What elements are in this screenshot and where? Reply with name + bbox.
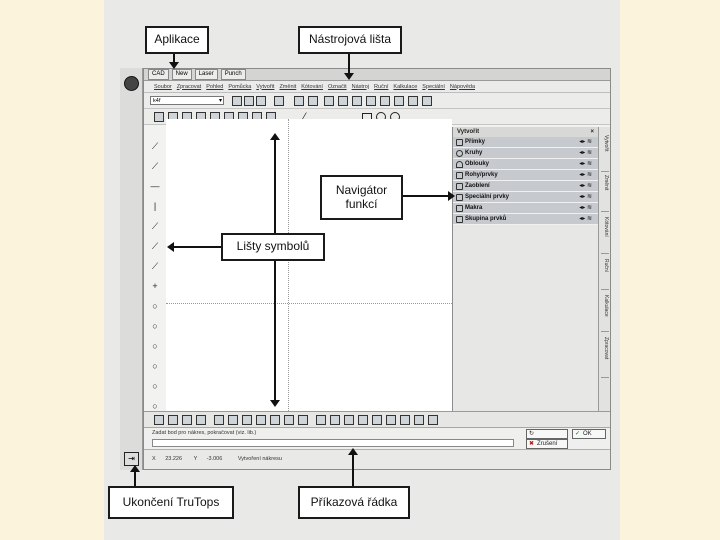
check-icon: ✓	[575, 431, 581, 437]
symbol-icon[interactable]	[386, 415, 396, 425]
symbol-line-icon[interactable]: ⟋	[151, 141, 159, 151]
menu-oznacit[interactable]: Označit	[327, 83, 347, 90]
navigator-item-primky[interactable]	[453, 137, 598, 148]
symbol-circle-icon[interactable]: ○	[152, 361, 158, 371]
symbol-line-icon[interactable]: ⟋	[151, 221, 159, 231]
callout-navigator: Navigátor funkcí	[320, 175, 403, 220]
navigator-item-specialni[interactable]	[453, 192, 598, 203]
symbol-circle-icon[interactable]: ○	[152, 401, 158, 411]
tab-laser[interactable]: Laser	[195, 69, 218, 80]
tool-icon[interactable]	[394, 96, 404, 106]
navigator-item-label: Speciální prvky	[465, 194, 510, 200]
symbol-line-icon[interactable]: +	[152, 281, 158, 291]
arrow-toolbar	[348, 54, 350, 74]
symbol-icon[interactable]	[196, 415, 206, 425]
symbol-circle-icon[interactable]: ○	[152, 301, 158, 311]
trutops-window	[143, 68, 611, 470]
ok-button[interactable]	[572, 429, 606, 439]
navigator-item-label: Zaoblení	[465, 183, 490, 189]
layer-dropdown[interactable]	[150, 96, 224, 105]
line-tool-icon[interactable]: ⁄	[304, 111, 306, 121]
tool-icon[interactable]	[232, 96, 242, 106]
arrowhead	[169, 62, 179, 69]
tool-icon[interactable]	[366, 96, 376, 106]
tool-icon[interactable]	[294, 96, 304, 106]
symbol-icon[interactable]	[400, 415, 410, 425]
tool-icon[interactable]	[422, 96, 432, 106]
command-prompt-text: Zadat bod pro nákres, pokračovat (viz. lib.)	[152, 430, 257, 436]
arcs-icon	[456, 161, 463, 168]
navigator-item-skupina[interactable]	[453, 214, 598, 225]
status-bar	[144, 449, 610, 469]
symbol-icon[interactable]	[284, 415, 294, 425]
status-y-value: -3.006	[206, 456, 223, 462]
redo-button[interactable]	[526, 429, 568, 439]
side-tab-vytvorit[interactable]: Vytvořit	[601, 135, 609, 172]
navigator-title-label: Vytvořit	[457, 129, 480, 135]
menu-pomucka[interactable]: Pomůcka	[228, 83, 252, 90]
cancel-label: Zrušení	[537, 441, 558, 447]
callout-listy-symbolu: Lišty symbolů	[221, 233, 325, 261]
item-controls-icon[interactable]: ◂▸ ≋	[579, 150, 592, 156]
menu-zmenit[interactable]: Změnit	[279, 83, 297, 90]
symbol-icon[interactable]	[344, 415, 354, 425]
group-icon	[456, 216, 463, 223]
redo-icon: ↻	[529, 431, 535, 437]
symbol-icon[interactable]	[242, 415, 252, 425]
side-tab-kotovani[interactable]: Kótování	[601, 217, 609, 254]
arrow-symbols-vertical	[274, 140, 276, 402]
arrowhead	[348, 448, 358, 455]
symbol-icon[interactable]	[270, 415, 280, 425]
menu-zpracovat[interactable]: Zpracovat	[176, 83, 202, 90]
cancel-button[interactable]	[526, 439, 568, 449]
navigator-side-tabs	[598, 127, 610, 411]
circles-icon	[456, 150, 463, 157]
arrow-exit	[134, 472, 136, 486]
symbol-icon[interactable]	[182, 415, 192, 425]
symbol-line-icon[interactable]: |	[153, 201, 157, 211]
callout-aplikace: Aplikace	[145, 26, 209, 54]
exit-icon[interactable]: ⇥	[124, 452, 139, 466]
callout-ukonceni: Ukončení TruTops	[108, 486, 234, 519]
item-controls-icon[interactable]: ◂▸ ≋	[579, 216, 592, 222]
menu-pohled[interactable]: Pohled	[206, 83, 224, 90]
crosshair-horizontal	[166, 303, 452, 304]
callout-nastrojova-lista: Nástrojová lišta	[298, 26, 402, 54]
document-tabs	[144, 69, 610, 81]
function-navigator	[452, 127, 598, 411]
tool-icon[interactable]	[408, 96, 418, 106]
status-y-label: Y	[193, 456, 198, 462]
cancel-icon: ✖	[529, 441, 535, 447]
item-controls-icon[interactable]: ◂▸ ≋	[579, 139, 592, 145]
tool-icon[interactable]	[244, 96, 254, 106]
symbol-icon[interactable]	[330, 415, 340, 425]
arrow-command-line	[352, 455, 354, 486]
symbol-icon[interactable]	[154, 415, 164, 425]
navigator-title	[453, 127, 598, 137]
main-toolbar	[144, 93, 610, 109]
symbol-line-icon[interactable]: ⟋	[151, 241, 159, 251]
arrow-navigator	[403, 195, 449, 197]
arrowhead	[448, 191, 455, 201]
symbol-icon[interactable]	[358, 415, 368, 425]
symbol-line-icon[interactable]: ⟋	[151, 161, 159, 171]
close-icon[interactable]: ×	[590, 129, 594, 135]
symbol-line-icon[interactable]: —	[150, 181, 160, 191]
item-controls-icon[interactable]: ◂▸ ≋	[579, 161, 592, 167]
side-tab-zpracovat[interactable]: Zpracovat	[601, 337, 609, 378]
navigator-item-rohy[interactable]	[453, 170, 598, 181]
fillet-icon	[456, 183, 463, 190]
symbol-bar-bottom	[144, 411, 610, 427]
symbol-icon[interactable]	[414, 415, 424, 425]
symbol-circle-icon[interactable]: ○	[152, 381, 158, 391]
symbol-line-icon[interactable]: ⟋	[151, 261, 159, 271]
side-tab-rucni[interactable]: Ruční	[601, 259, 609, 290]
arrowhead	[130, 465, 140, 472]
symbol-icon[interactable]	[428, 415, 438, 425]
menu-napoveda[interactable]: Nápověda	[449, 83, 475, 90]
arrowhead	[344, 73, 354, 80]
menu-rucni[interactable]: Ruční	[374, 83, 389, 90]
navigator-item-makra[interactable]	[453, 203, 598, 214]
menu-specialni[interactable]: Speciální	[422, 83, 445, 90]
corners-icon	[456, 172, 463, 179]
lines-icon	[456, 139, 463, 146]
symbol-bar-left	[148, 121, 164, 421]
macro-icon	[456, 205, 463, 212]
application-sidebar	[120, 68, 143, 470]
navigator-item-label: Přímky	[465, 139, 486, 145]
tool-icon[interactable]	[338, 96, 348, 106]
status-x-value: 23.226	[165, 456, 183, 462]
menu-bar	[144, 81, 610, 93]
menu-soubor[interactable]: Soubor	[154, 83, 172, 90]
navigator-item-label: Makra	[465, 205, 483, 211]
arrowhead	[167, 242, 174, 252]
ok-label: OK	[583, 431, 592, 437]
item-controls-icon[interactable]: ◂▸ ≋	[579, 194, 592, 200]
command-line	[144, 427, 610, 449]
special-elements-icon	[456, 194, 463, 201]
navigator-item-oblouky[interactable]	[453, 159, 598, 170]
symbol-circle-icon[interactable]: ○	[152, 321, 158, 331]
menu-kotovani[interactable]: Kótování	[301, 83, 323, 90]
tool-icon[interactable]	[308, 96, 318, 106]
layer-dropdown-value: k4ř	[153, 98, 161, 104]
symbol-icon[interactable]	[298, 415, 308, 425]
symbol-icon[interactable]	[228, 415, 238, 425]
status-message: Vytvoření nákresu	[237, 456, 282, 462]
navigator-item-zaobleni[interactable]	[453, 181, 598, 192]
symbol-icon[interactable]	[316, 415, 326, 425]
menu-nastroj[interactable]: Nástroj	[351, 83, 370, 90]
status-x-label: X	[152, 456, 156, 462]
navigator-item-label: Kruhy	[465, 150, 483, 156]
symbol-circle-icon[interactable]: ○	[152, 341, 158, 351]
tab-new[interactable]: New	[172, 69, 192, 80]
item-controls-icon[interactable]: ◂▸ ≋	[579, 183, 592, 189]
navigator-item-kruhy[interactable]	[453, 148, 598, 159]
item-controls-icon[interactable]: ◂▸ ≋	[579, 172, 592, 178]
navigator-item-label: Skupina prvků	[465, 216, 507, 222]
item-controls-icon[interactable]: ◂▸ ≋	[579, 205, 592, 211]
navigator-item-label: Rohy/prvky	[465, 172, 498, 178]
navigator-item-label: Oblouky	[465, 161, 490, 167]
tab-punch[interactable]: Punch	[221, 69, 246, 80]
symbol-icon[interactable]	[256, 415, 266, 425]
symbol-icon[interactable]	[214, 415, 224, 425]
symbol-icon[interactable]	[168, 415, 178, 425]
menu-vytvorit[interactable]: Vytvořit	[256, 83, 275, 90]
tool-icon[interactable]	[274, 96, 284, 106]
tab-cad[interactable]: CAD	[148, 69, 169, 80]
tool-icon[interactable]	[380, 96, 390, 106]
side-tab-kalkulace[interactable]: Kalkulace	[601, 295, 609, 332]
drawing-canvas[interactable]	[166, 119, 452, 411]
command-input[interactable]	[152, 439, 514, 447]
tool-icon[interactable]	[324, 96, 334, 106]
arrow-symbols-left	[174, 246, 221, 248]
chevron-down-icon: ▾	[218, 98, 222, 104]
tool-icon[interactable]	[256, 96, 266, 106]
crosshair-vertical	[288, 119, 289, 411]
symbol-icon[interactable]	[372, 415, 382, 425]
callout-prikazova-radka: Příkazová řádka	[298, 486, 410, 519]
arrowhead	[270, 400, 280, 407]
tool-icon[interactable]	[352, 96, 362, 106]
arrowhead	[270, 133, 280, 140]
menu-kalkulace[interactable]: Kalkulace	[393, 83, 418, 90]
side-tab-zmenit[interactable]: Změnit	[601, 175, 609, 212]
globe-icon[interactable]	[124, 76, 139, 91]
